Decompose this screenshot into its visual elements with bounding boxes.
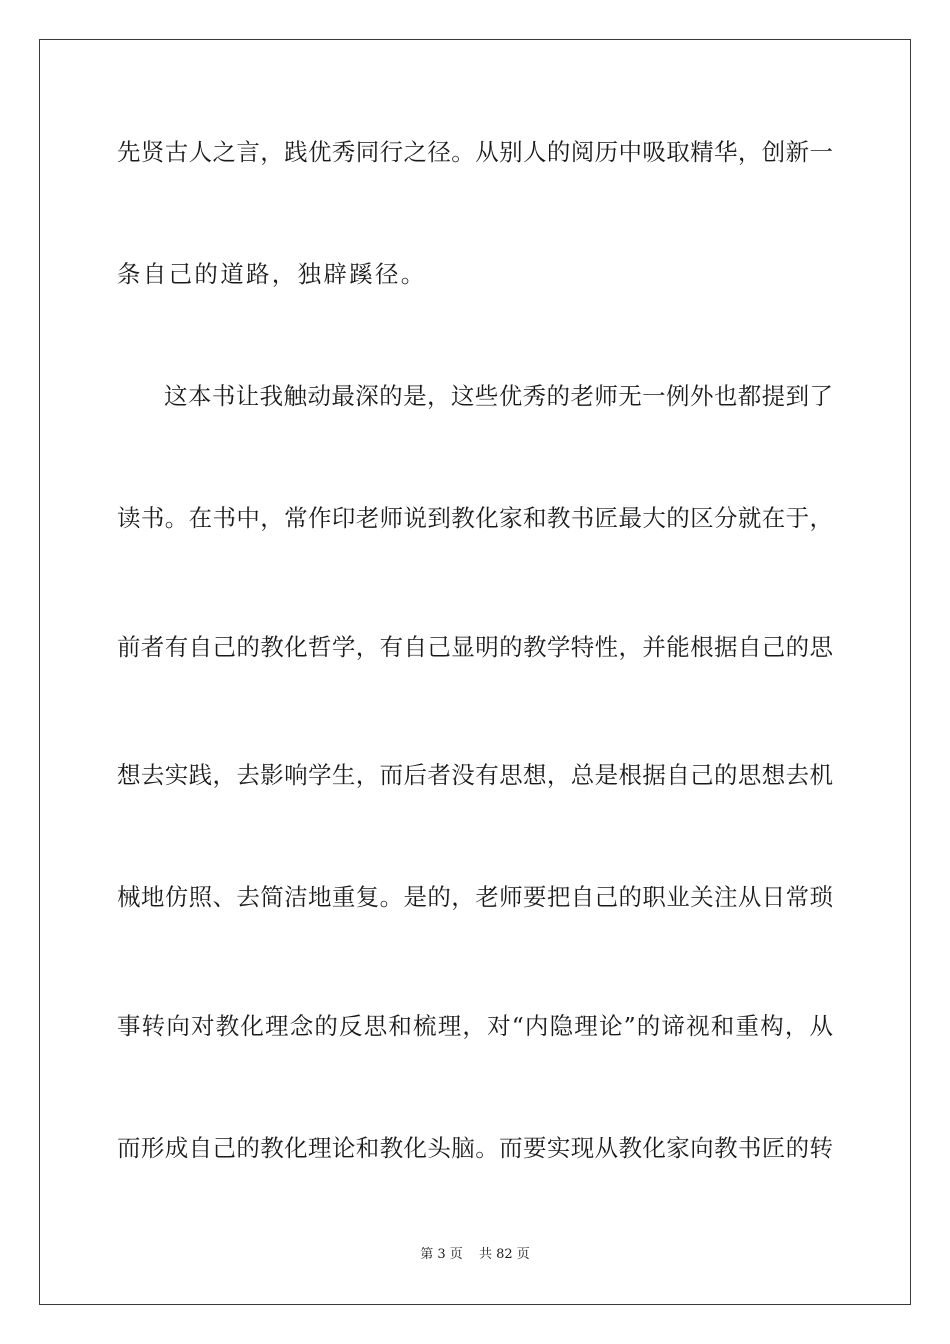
page-footer: [0, 1246, 950, 1264]
body-text-line: 先贤古人之言，践优秀同行之径。从别人的阅历中吸取精华，创新一: [117, 138, 833, 166]
body-text-line: 想去实践，去影响学生，而后者没有思想，总是根据自己的思想去机: [117, 761, 833, 789]
body-text-line: 械地仿照、去简洁地重复。是的，老师要把自己的职业关注从日常琐: [117, 883, 833, 911]
body-text-line: 读书。在书中，常作印老师说到教化家和教书匠最大的区分就在于，: [117, 504, 833, 532]
page-number: 第 3 页: [420, 1247, 463, 1262]
page-frame: [39, 39, 911, 1305]
body-text-line: 而形成自己的教化理论和教化头脑。而要实现从教化家向教书匠的转: [117, 1134, 833, 1162]
page-total: 共 82 页: [478, 1247, 530, 1262]
body-text-line: 前者有自己的教化哲学，有自己显明的教学特性，并能根据自己的思: [117, 633, 833, 661]
body-text-line: 事转向对教化理念的反思和梳理，对“内隐理论”的谛视和重构，从: [117, 1012, 833, 1040]
body-text-line: 这本书让我触动最深的是，这些优秀的老师无一例外也都提到了: [164, 382, 833, 410]
body-text-line: 条自己的道路，独辟蹊径。: [117, 260, 427, 288]
